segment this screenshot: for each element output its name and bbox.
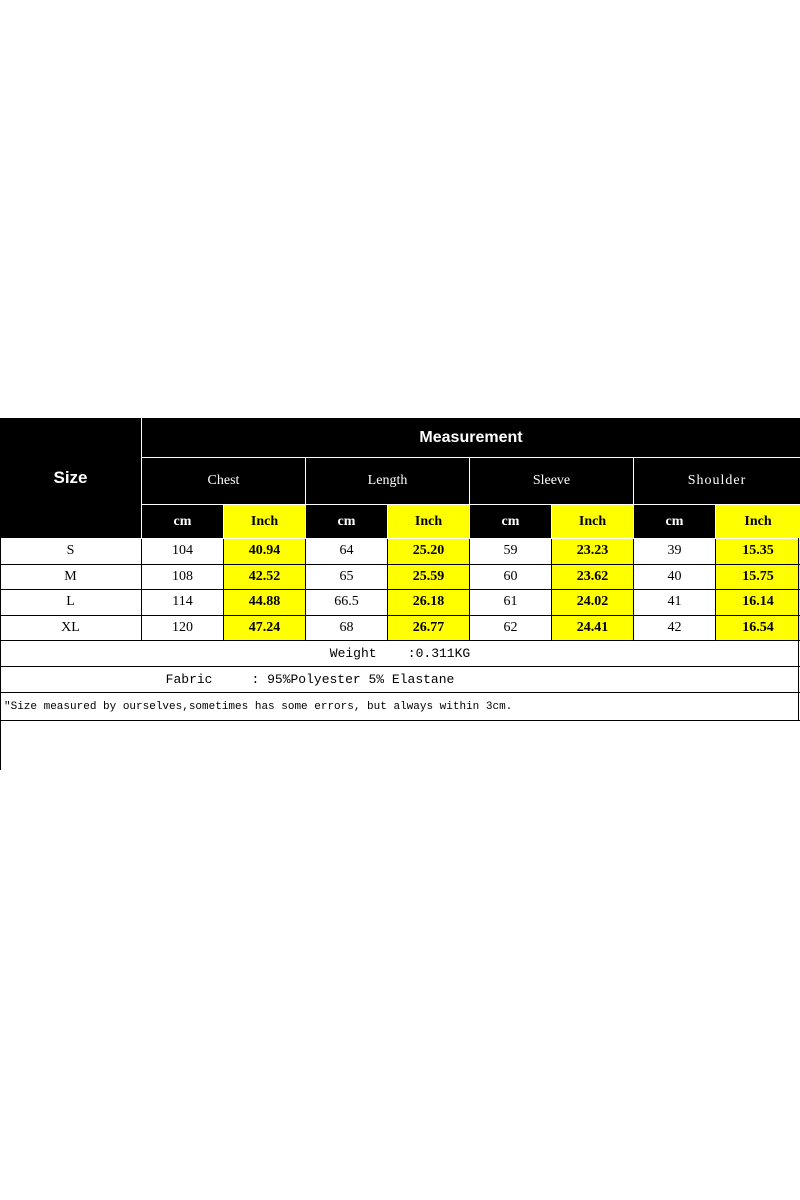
unit-chest-cm: cm xyxy=(142,505,223,538)
size-cell: S xyxy=(0,539,141,564)
cm-value-cell: 104 xyxy=(142,539,223,564)
unit-shoulder-cm: cm xyxy=(634,505,715,538)
unit-length-cm: cm xyxy=(306,505,387,538)
cm-value-cell: 42 xyxy=(634,616,715,641)
cm-value-cell: 41 xyxy=(634,590,715,615)
cm-value-cell: 68 xyxy=(306,616,387,641)
inch-value-cell: 40.94 xyxy=(224,539,305,564)
cm-value-cell: 114 xyxy=(142,590,223,615)
size-header: Size xyxy=(0,418,141,538)
unit-sleeve-inch: Inch xyxy=(552,505,633,538)
measurement-note: "Size measured by ourselves,sometimes has some errors, but always within 3cm. xyxy=(4,694,800,720)
weight-line: Weight :0.311KG xyxy=(0,641,800,666)
inch-value-cell: 26.18 xyxy=(388,590,469,615)
unit-shoulder-inch: Inch xyxy=(716,505,800,538)
inch-value-cell: 24.02 xyxy=(552,590,633,615)
cm-value-cell: 64 xyxy=(306,539,387,564)
size-cell: M xyxy=(0,565,141,590)
cm-value-cell: 120 xyxy=(142,616,223,641)
unit-length-inch: Inch xyxy=(388,505,469,538)
cm-value-cell: 62 xyxy=(470,616,551,641)
cm-value-cell: 61 xyxy=(470,590,551,615)
inch-value-cell: 44.88 xyxy=(224,590,305,615)
inch-value-cell: 47.24 xyxy=(224,616,305,641)
group-header-sleeve: Sleeve xyxy=(470,458,633,504)
inch-value-cell: 24.41 xyxy=(552,616,633,641)
size-chart xyxy=(0,418,800,770)
inch-value-cell: 23.62 xyxy=(552,565,633,590)
cm-value-cell: 60 xyxy=(470,565,551,590)
inch-value-cell: 16.14 xyxy=(716,590,800,615)
cm-value-cell: 40 xyxy=(634,565,715,590)
unit-chest-inch: Inch xyxy=(224,505,305,538)
size-cell: XL xyxy=(0,616,141,641)
cm-value-cell: 65 xyxy=(306,565,387,590)
inch-value-cell: 23.23 xyxy=(552,539,633,564)
group-header-length: Length xyxy=(306,458,469,504)
measurement-header: Measurement xyxy=(142,418,800,457)
cm-value-cell: 59 xyxy=(470,539,551,564)
inch-value-cell: 15.35 xyxy=(716,539,800,564)
group-header-shoulder: Shoulder xyxy=(634,458,800,504)
inch-value-cell: 26.77 xyxy=(388,616,469,641)
inch-value-cell: 42.52 xyxy=(224,565,305,590)
cm-value-cell: 39 xyxy=(634,539,715,564)
inch-value-cell: 25.20 xyxy=(388,539,469,564)
size-cell: L xyxy=(0,590,141,615)
cm-value-cell: 66.5 xyxy=(306,590,387,615)
unit-sleeve-cm: cm xyxy=(470,505,551,538)
inch-value-cell: 16.54 xyxy=(716,616,800,641)
group-header-chest: Chest xyxy=(142,458,305,504)
fabric-line: Fabric : 95%Polyester 5% Elastane xyxy=(0,667,620,692)
cm-value-cell: 108 xyxy=(142,565,223,590)
inch-value-cell: 25.59 xyxy=(388,565,469,590)
inch-value-cell: 15.75 xyxy=(716,565,800,590)
